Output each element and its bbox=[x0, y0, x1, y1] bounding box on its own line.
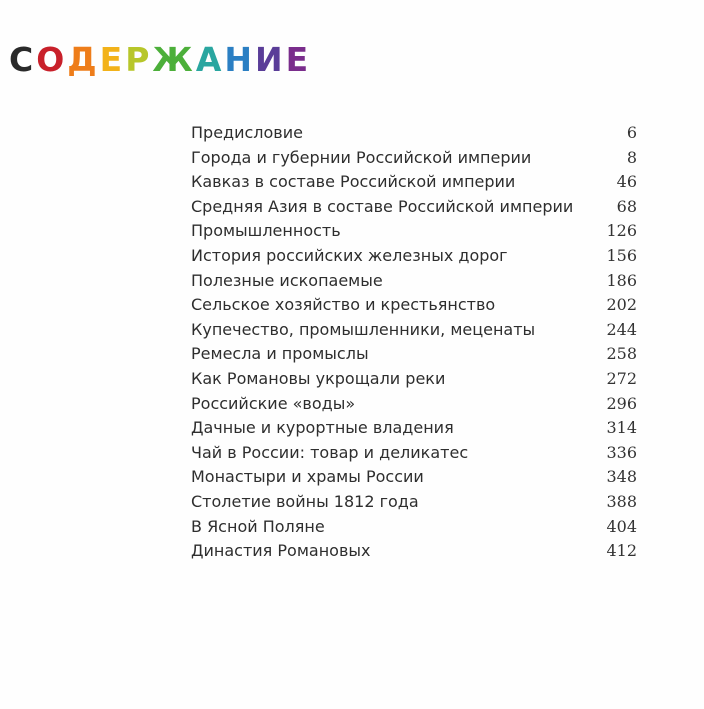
toc-entry-title: Предисловие bbox=[191, 123, 303, 142]
heading-letter: С bbox=[9, 40, 37, 79]
heading-letter: И bbox=[254, 40, 286, 79]
toc-entry-page: 8 bbox=[626, 147, 637, 167]
toc-entry-title: Средняя Азия в составе Российской империи bbox=[191, 196, 574, 216]
toc-entry bbox=[191, 465, 637, 490]
toc-entry-title: Как Романовы укрощали реки bbox=[191, 368, 446, 388]
toc-entry-title: Дачные и курортные владения bbox=[191, 418, 454, 438]
toc-entry-title: Российские «воды» bbox=[191, 393, 356, 413]
toc-entry-page: 186 bbox=[606, 270, 637, 290]
toc-entry bbox=[191, 146, 637, 171]
toc-entry bbox=[191, 244, 637, 269]
toc-entry bbox=[191, 121, 637, 146]
toc-entry bbox=[191, 367, 637, 392]
heading-letter: Е bbox=[99, 40, 126, 79]
toc-entry-title: Чай в России: товар и деликатес bbox=[191, 442, 469, 462]
toc-entry-page: 6 bbox=[626, 123, 637, 142]
toc-entry-page: 348 bbox=[606, 467, 637, 487]
toc-entry bbox=[191, 342, 637, 367]
toc-entry bbox=[191, 539, 637, 564]
heading-letter: Е bbox=[285, 40, 312, 79]
toc-entry-page: 412 bbox=[606, 541, 637, 561]
heading-letter: А bbox=[195, 40, 225, 79]
toc-entry bbox=[191, 318, 637, 343]
toc-entry-page: 296 bbox=[606, 393, 637, 413]
heading-letter: Р bbox=[125, 40, 153, 79]
toc-entry-page: 126 bbox=[606, 221, 637, 241]
toc-entry-title: Династия Романовых bbox=[191, 541, 371, 561]
toc-entry-title: История российских железных дорог bbox=[191, 245, 508, 265]
heading-letter: О bbox=[36, 40, 68, 79]
heading-letter: Д bbox=[67, 40, 100, 79]
toc-entry bbox=[191, 219, 637, 244]
toc-entry-title: В Ясной Поляне bbox=[191, 516, 325, 536]
toc-entry-title: Столетие войны 1812 года bbox=[191, 491, 419, 511]
toc-entry bbox=[191, 269, 637, 294]
toc-entry-title: Кавказ в составе Российской империи bbox=[191, 172, 516, 192]
toc-entry bbox=[191, 515, 637, 540]
toc-entry bbox=[191, 490, 637, 515]
toc-entry-page: 202 bbox=[606, 295, 637, 315]
toc-entry-title: Сельское хозяйство и крестьянство bbox=[191, 295, 496, 315]
toc-entry-page: 258 bbox=[606, 344, 637, 364]
toc-entry-page: 388 bbox=[606, 491, 637, 511]
toc-entry-page: 46 bbox=[616, 172, 637, 192]
toc-entry-title: Ремесла и промыслы bbox=[191, 344, 369, 364]
toc-entry bbox=[191, 195, 637, 220]
toc-entry-title: Купечество, промышленники, меценаты bbox=[191, 319, 536, 339]
table-of-contents bbox=[191, 121, 637, 564]
toc-entry-title: Города и губернии Российской империи bbox=[191, 147, 532, 167]
toc-entry bbox=[191, 392, 637, 417]
toc-entry-title: Промышленность bbox=[191, 221, 341, 241]
toc-entry-page: 156 bbox=[606, 245, 637, 265]
toc-entry-page: 404 bbox=[606, 516, 637, 536]
toc-entry-title: Полезные ископаемые bbox=[191, 270, 383, 290]
contents-heading bbox=[9, 38, 311, 82]
toc-entry-page: 336 bbox=[606, 442, 637, 462]
toc-entry-page: 68 bbox=[616, 196, 637, 216]
toc-entry-page: 272 bbox=[606, 368, 637, 388]
toc-entry bbox=[191, 170, 637, 195]
toc-entry bbox=[191, 416, 637, 441]
heading-letter: Н bbox=[224, 40, 255, 79]
heading-letter: Ж bbox=[152, 40, 196, 79]
toc-entry-page: 314 bbox=[606, 418, 637, 438]
toc-entry bbox=[191, 441, 637, 466]
toc-entry-page: 244 bbox=[606, 319, 637, 339]
toc-entry-title: Монастыри и храмы России bbox=[191, 467, 424, 487]
toc-entry bbox=[191, 293, 637, 318]
